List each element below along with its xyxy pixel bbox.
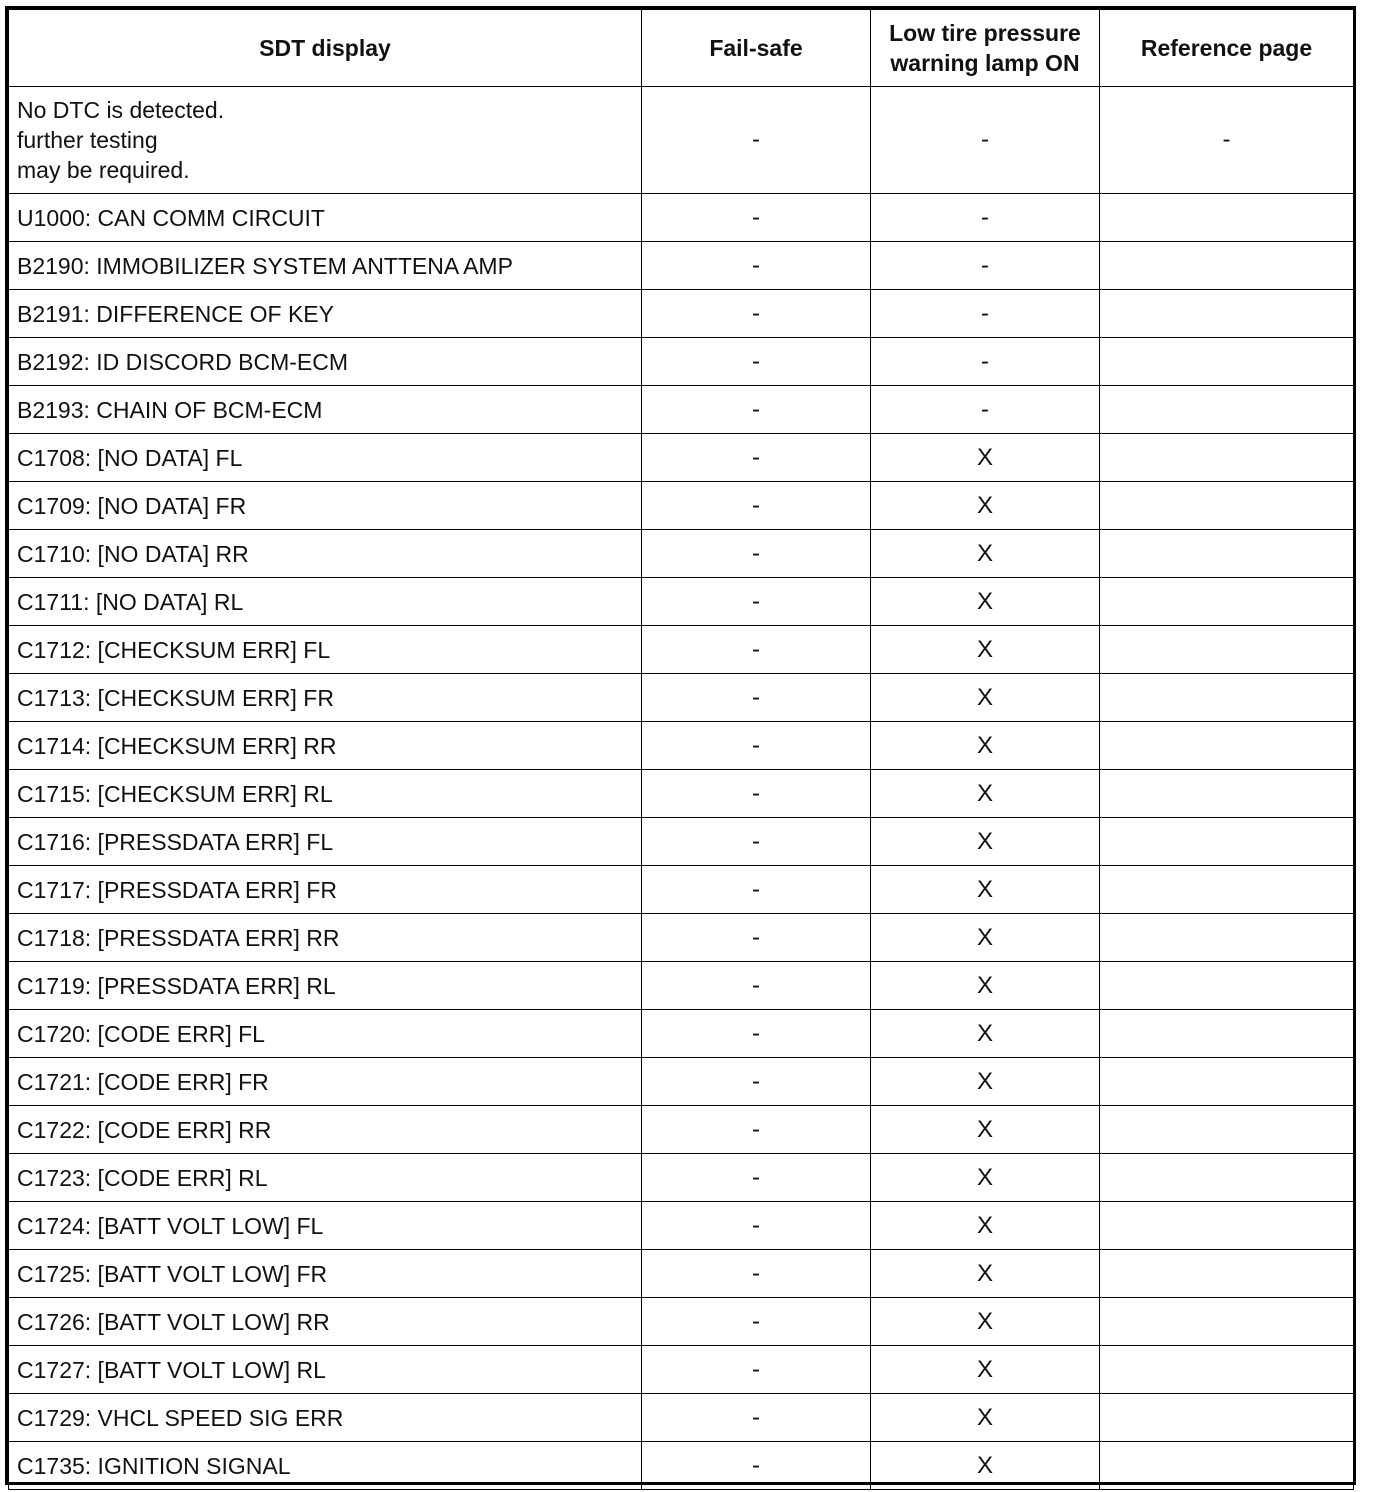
warning-lamp-cell: X [871,1346,1100,1394]
fail-safe-cell: - [642,482,871,530]
sdt-display-cell [9,1394,642,1442]
fail-safe-cell: - [642,1250,871,1298]
reference-page-cell [1100,338,1354,386]
sdt-display-cell [9,530,642,578]
reference-page-cell [1100,1106,1354,1154]
warning-lamp-cell: X [871,962,1100,1010]
sdt-display-text: C1726: [BATT VOLT LOW] RR [17,1308,330,1335]
sdt-display-cell [9,386,642,434]
sdt-display-text: C1709: [NO DATA] FR [17,492,247,519]
sdt-display-text: further testing [17,127,158,153]
sdt-display-text: C1724: [BATT VOLT LOW] FL [17,1212,324,1239]
sdt-display-cell [9,1346,642,1394]
warning-lamp-cell: - [871,338,1100,386]
sdt-display-text: C1716: [PRESSDATA ERR] FL [17,828,334,855]
table-row [9,674,1354,722]
sdt-display-cell [9,962,642,1010]
sdt-display-cell [9,1010,642,1058]
table-row [9,1250,1354,1298]
header-text-line: SDT display [259,35,391,61]
sdt-display-cell [9,434,642,482]
sdt-display-text: may be required. [17,157,190,183]
fail-safe-cell: - [642,1442,871,1490]
reference-page-cell [1100,434,1354,482]
table-row [9,962,1354,1010]
table-row [9,386,1354,434]
header-sdt-display [9,10,642,87]
sdt-display-cell [9,914,642,962]
warning-lamp-cell: X [871,434,1100,482]
sdt-display-cell [9,1298,642,1346]
sdt-display-cell [9,770,642,818]
sdt-display-text: B2191: DIFFERENCE OF KEY [17,300,334,327]
warning-lamp-cell: X [871,866,1100,914]
header-row [9,10,1354,87]
fail-safe-cell: - [642,818,871,866]
header-text-line: Reference page [1140,35,1313,61]
sdt-display-cell [9,578,642,626]
fail-safe-cell: - [642,722,871,770]
sdt-display-cell [9,87,642,194]
sdt-display-cell [9,1250,642,1298]
fail-safe-cell: - [642,338,871,386]
reference-page-cell [1100,1010,1354,1058]
reference-page-cell [1100,626,1354,674]
warning-lamp-cell: X [871,1154,1100,1202]
sdt-display-cell [9,242,642,290]
warning-lamp-cell: - [871,386,1100,434]
fail-safe-cell: - [642,866,871,914]
sdt-display-cell [9,818,642,866]
table-body [9,87,1354,1490]
sdt-display-cell [9,626,642,674]
warning-lamp-cell: X [871,722,1100,770]
fail-safe-cell: - [642,674,871,722]
sdt-display-text: C1711: [NO DATA] RL [17,588,244,615]
fail-safe-cell: - [642,1394,871,1442]
sdt-display-cell [9,1442,642,1490]
table-row [9,194,1354,242]
sdt-display-cell [9,1154,642,1202]
fail-safe-cell: - [642,1058,871,1106]
reference-page-cell [1100,290,1354,338]
reference-page-cell [1100,194,1354,242]
warning-lamp-cell: X [871,1058,1100,1106]
sdt-display-text: C1717: [PRESSDATA ERR] FR [17,876,337,903]
reference-page-cell [1100,1346,1354,1394]
fail-safe-cell: - [642,530,871,578]
table-header [9,10,1354,87]
reference-page-cell [1100,1394,1354,1442]
warning-lamp-cell: - [871,242,1100,290]
sdt-display-text: C1720: [CODE ERR] FL [17,1020,265,1047]
sdt-display-text: C1725: [BATT VOLT LOW] FR [17,1260,328,1287]
fail-safe-cell: - [642,87,871,194]
table-row [9,338,1354,386]
warning-lamp-cell: X [871,818,1100,866]
sdt-display-text: C1721: [CODE ERR] FR [17,1068,269,1095]
reference-page-cell [1100,578,1354,626]
table-row [9,1202,1354,1250]
header-text-line: Low tire pressure [889,20,1081,46]
warning-lamp-cell: X [871,1202,1100,1250]
table-row [9,722,1354,770]
table-row [9,434,1354,482]
reference-page-cell [1100,1442,1354,1490]
header-reference-page [1100,10,1354,87]
fail-safe-cell: - [642,1298,871,1346]
table-row [9,914,1354,962]
reference-page-cell [1100,482,1354,530]
table-row [9,1106,1354,1154]
warning-lamp-cell: X [871,1250,1100,1298]
header-fail-safe [642,10,871,87]
reference-page-cell [1100,722,1354,770]
sdt-display-cell [9,1058,642,1106]
table-row [9,290,1354,338]
fail-safe-cell: - [642,1154,871,1202]
sdt-display-text: No DTC is detected. [17,97,225,123]
table-row [9,866,1354,914]
sdt-display-text: C1723: [CODE ERR] RL [17,1164,268,1191]
warning-lamp-cell: - [871,87,1100,194]
fail-safe-cell: - [642,770,871,818]
sdt-display-text: C1714: [CHECKSUM ERR] RR [17,732,337,759]
sdt-display-cell [9,194,642,242]
fail-safe-cell: - [642,1106,871,1154]
fail-safe-cell: - [642,242,871,290]
reference-page-cell [1100,386,1354,434]
fail-safe-cell: - [642,914,871,962]
header-warning-lamp [871,10,1100,87]
reference-page-cell: - [1100,87,1354,194]
dtc-table-frame [5,6,1356,1485]
table-row [9,818,1354,866]
sdt-display-cell [9,722,642,770]
sdt-display-text: C1727: [BATT VOLT LOW] RL [17,1356,326,1383]
reference-page-cell [1100,1250,1354,1298]
sdt-display-cell [9,338,642,386]
warning-lamp-cell: X [871,770,1100,818]
table-row [9,530,1354,578]
fail-safe-cell: - [642,386,871,434]
sdt-display-text: C1708: [NO DATA] FL [17,444,243,471]
reference-page-cell [1100,1202,1354,1250]
fail-safe-cell: - [642,1010,871,1058]
warning-lamp-cell: - [871,290,1100,338]
table-row [9,1058,1354,1106]
sdt-display-cell [9,1202,642,1250]
sdt-display-text: B2192: ID DISCORD BCM-ECM [17,348,349,375]
sdt-display-text: C1712: [CHECKSUM ERR] FL [17,636,331,663]
warning-lamp-cell: X [871,530,1100,578]
warning-lamp-cell: X [871,1298,1100,1346]
fail-safe-cell: - [642,1346,871,1394]
reference-page-cell [1100,866,1354,914]
table-row [9,578,1354,626]
reference-page-cell [1100,242,1354,290]
header-text-line: Fail-safe [709,35,803,61]
warning-lamp-cell: X [871,626,1100,674]
fail-safe-cell: - [642,1202,871,1250]
reference-page-cell [1100,1058,1354,1106]
table-row [9,1154,1354,1202]
fail-safe-cell: - [642,578,871,626]
sdt-display-text: C1710: [NO DATA] RR [17,540,249,567]
reference-page-cell [1100,1298,1354,1346]
fail-safe-cell: - [642,194,871,242]
sdt-display-text: C1735: IGNITION SIGNAL [17,1452,291,1479]
table-row [9,242,1354,290]
sdt-display-text: C1713: [CHECKSUM ERR] FR [17,684,334,711]
table-row [9,482,1354,530]
table-row [9,1346,1354,1394]
reference-page-cell [1100,818,1354,866]
sdt-display-text: C1719: [PRESSDATA ERR] RL [17,972,336,999]
reference-page-cell [1100,914,1354,962]
warning-lamp-cell: X [871,1442,1100,1490]
warning-lamp-cell: X [871,1106,1100,1154]
table-row [9,1010,1354,1058]
fail-safe-cell: - [642,626,871,674]
dtc-table [8,9,1354,1490]
table-row [9,770,1354,818]
fail-safe-cell: - [642,434,871,482]
reference-page-cell [1100,770,1354,818]
warning-lamp-cell: X [871,914,1100,962]
reference-page-cell [1100,962,1354,1010]
reference-page-cell [1100,674,1354,722]
header-text-line: warning lamp ON [890,50,1080,76]
table-row [9,1394,1354,1442]
warning-lamp-cell: X [871,1394,1100,1442]
warning-lamp-cell: X [871,674,1100,722]
sdt-display-text: C1722: [CODE ERR] RR [17,1116,272,1143]
sdt-display-cell [9,674,642,722]
table-row [9,1442,1354,1490]
fail-safe-cell: - [642,962,871,1010]
sdt-display-cell [9,482,642,530]
reference-page-cell [1100,530,1354,578]
table-row [9,87,1354,194]
sdt-display-text: U1000: CAN COMM CIRCUIT [17,204,325,231]
warning-lamp-cell: X [871,1010,1100,1058]
sdt-display-cell [9,1106,642,1154]
table-row [9,1298,1354,1346]
sdt-display-cell [9,290,642,338]
sdt-display-text: C1718: [PRESSDATA ERR] RR [17,924,340,951]
sdt-display-text: C1729: VHCL SPEED SIG ERR [17,1404,344,1431]
warning-lamp-cell: - [871,194,1100,242]
warning-lamp-cell: X [871,578,1100,626]
reference-page-cell [1100,1154,1354,1202]
sdt-display-text: C1715: [CHECKSUM ERR] RL [17,780,333,807]
fail-safe-cell: - [642,290,871,338]
warning-lamp-cell: X [871,482,1100,530]
sdt-display-cell [9,866,642,914]
sdt-display-text: B2193: CHAIN OF BCM-ECM [17,396,323,423]
table-row [9,626,1354,674]
sdt-display-text: B2190: IMMOBILIZER SYSTEM ANTTENA AMP [17,252,513,279]
